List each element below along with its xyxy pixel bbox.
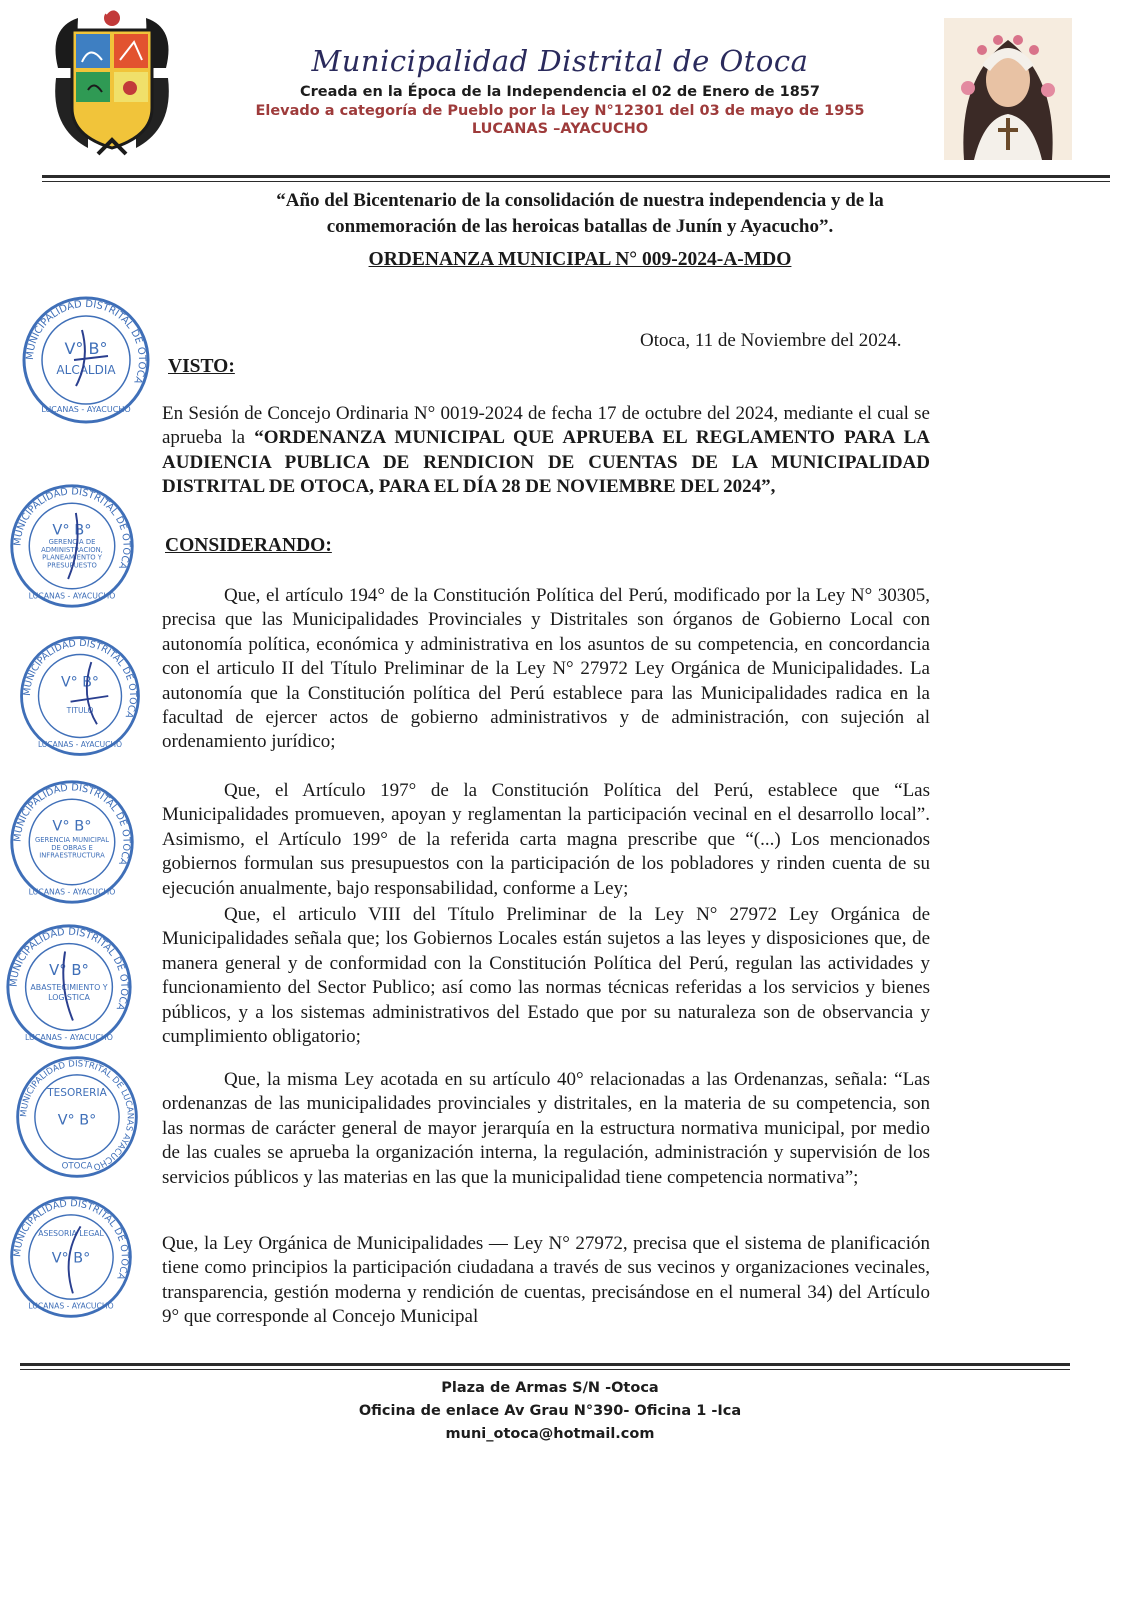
coat-of-arms-logo <box>48 8 176 160</box>
stamp-vb: V° B° <box>49 962 89 980</box>
stamp-vb: V° B° <box>52 817 92 835</box>
considerando-paragraph <box>162 779 930 901</box>
elevation-law: Elevado a categoría de Pueblo por la Ley N°12301 del 03 de mayo de 1955 <box>255 103 865 119</box>
stamp-office: ABASTECIMIENTO Y LOGISTICA <box>30 983 108 1002</box>
year-motto <box>200 188 960 240</box>
stamp-ring-text: MUNICIPALIDAD DISTRITAL DE OTOCA <box>12 486 132 571</box>
footer-email: muni_otoca@hotmail.com <box>445 1426 655 1442</box>
footer-rule <box>20 1363 1070 1366</box>
municipality-name: Municipalidad Distrital de Otoca <box>311 44 809 78</box>
considerando-heading: CONSIDERANDO: <box>165 535 332 556</box>
stamp-gerencia-administracion <box>4 478 140 614</box>
stamp-asesoria-legal <box>4 1190 138 1324</box>
considerando-paragraph <box>162 903 930 1049</box>
stamp-place: LUCANAS - AYACUCHO <box>28 1301 114 1311</box>
stamp-vb: V° B° <box>64 339 108 358</box>
stamp-place: LUCANAS - AYACUCHO <box>25 1033 113 1043</box>
header-rule-thin <box>42 181 1110 182</box>
footer <box>230 1377 870 1446</box>
svg-text:MUNICIPALIDAD DISTRITAL DE OTO <box>12 1198 130 1281</box>
paragraph-text: Que, el articulo VIII del Título Preliminar de la Ley N° 27972 Ley Orgánica de Municipalidades señala que; los Gobiernos Locales están sujetos a las leyes y disposiciones que, de manera general y de conformidad con la Constitución Política del Perú, regulan las actividades y funcionamiento del Sector Publico; así como las normas técnicas referidas a los servicios y bienes públicos, y a los sistemas administrativos del Estado que por su naturaleza son de observancia y cumplimiento obligatorio; <box>162 904 930 1048</box>
stamp-ring-text: MUNICIPALIDAD DISTRITAL DE OTOCA <box>8 926 130 1012</box>
footer-rule-thin <box>20 1369 1070 1370</box>
stamp-place: LUCANAS - AYACUCHO <box>28 591 116 601</box>
stamp-place: OTOCA <box>61 1161 93 1172</box>
ordinance-title: ORDENANZA MUNICIPAL N° 009-2024-A-MDO <box>368 249 792 270</box>
visto-ordinance-name: “ORDENANZA MUNICIPAL QUE APRUEBA EL REGLAMENTO PARA LA AUDIENCIA PUBLICA DE RENDICION DE CUENTAS DE LA MUNICIPALIDAD DISTRITAL DE OTOCA, PARA EL DÍA 28 DE NOVIEMBRE DEL 2024”, <box>162 427 931 498</box>
stamp-office: TESORERIA <box>47 1086 107 1099</box>
footer-office: Oficina de enlace Av Grau N°390- Oficina 1 -Ica <box>358 1403 742 1419</box>
paragraph-text: Que, la Ley Orgánica de Municipalidades — Ley N° 27972, precisa que el sistema de planificación tiene como principios la participación ciudadana a través de sus vecinos y organizaciones vecinales, transparencia, gestión moderna y rendición de cuentas, precisándose en el numeral 34) del Artículo 9° que corresponde al Concejo Municipal <box>162 1233 930 1328</box>
stamp-office: TITULO <box>66 705 94 715</box>
paragraph-text: Que, el artículo 194° de la Constitución Política del Perú, modificado por la Ley N° 30305, precisa que las Municipalidades Provinciales y Distritales son órganos de Gobierno Local con autonomía política, económica y administrativa en los asuntos de su competencia, en concordancia con el articulo II del Título Preliminar de la Ley N° 27972 Ley Orgánica de Municipalidades. La autonomía que la Constitución política del Perú establece para las Municipalidades radica en la facultad de ejercer actos de gobierno administrativos y de administración, con sujeción al ordenamiento jurídico; <box>162 585 930 753</box>
stamp-vb: V° B° <box>51 1250 91 1267</box>
stamp-abastecimiento <box>0 918 138 1056</box>
stamp-office: GERENCIA MUNICIPAL DE OBRAS E INFRAESTRUCTURA <box>34 836 110 860</box>
footer-address: Plaza de Armas S/N -Otoca <box>441 1380 659 1396</box>
header-rule <box>42 175 1110 178</box>
stamp-tesoreria <box>10 1050 144 1184</box>
considerando-paragraph <box>162 584 930 755</box>
paragraph-text: Que, el Artículo 197° de la Constitución Política del Perú, establece que “Las Municipalidades promueven, apoyan y reglamentan la participación vecinal en el desarrollo local”. Asimismo, el Artículo 199° de la referida carta magna prescribe que “(...) Los mencionados gobiernos formulan sus presupuestos con la participación de los pobladores y rinden cuenta de su ejecución anualmente, bajo responsabilidad, conforme a Ley; <box>162 780 930 899</box>
stamp-vb: V° B° <box>57 1112 97 1129</box>
stamp-office: ALCALDIA <box>56 363 116 377</box>
visto-text: En Sesión de Concejo Ordinaria N° 0019-2024 de fecha 17 de octubre del 2024, mediante el cual se aprueba la <box>162 403 930 449</box>
visto-paragraph <box>162 402 930 500</box>
stamp-titulo <box>14 630 146 762</box>
stamp-ring-text: MUNICIPALIDAD DISTRITAL DE OTOCA <box>12 1198 130 1282</box>
stamp-place: LUCANAS - AYACUCHO <box>28 887 116 897</box>
stamp-vb: V° B° <box>52 521 92 539</box>
stamp-place: LUCANAS - AYACUCHO <box>37 739 123 749</box>
stamp-ring-text: MUNICIPALIDAD DISTRITAL DE OTOCA <box>21 637 139 720</box>
stamp-vb: V° B° <box>61 674 99 691</box>
stamp-ring-text: MUNICIPALIDAD DISTRITAL DE LUCANAS AYACUCHO <box>19 1059 135 1172</box>
paragraph-text: Que, la misma Ley acotada en su artículo 40° relacionadas a las Ordenanzas, señala: “Las ordenanzas de las municipalidades provinciales y distritales, en la materia de su competencia, son las normas de carácter general de mayor jerarquía en la estructura normativa municipal, por medio de las cuales se aprueba la organización interna, la regulación, administración y supervisión de los servicios públicos y las materias en las que la municipalidad tiene competencia normativa”; <box>162 1069 930 1188</box>
stamp-alcaldia <box>16 290 156 430</box>
stamp-ring-text: MUNICIPALIDAD DISTRITAL DE OTOCA <box>12 782 132 867</box>
stamp-office: ASESORIA LEGAL <box>38 1228 104 1238</box>
creation-date: Creada en la Época de la Independencia el 02 de Enero de 1857 <box>300 84 820 100</box>
saint-portrait-image <box>944 18 1072 160</box>
stamp-ring-text: MUNICIPALIDAD DISTRITAL DE OTOCA <box>24 298 148 386</box>
year-motto-line-1: “Año del Bicentenario de la consolidación de nuestra independencia y de la <box>276 190 884 211</box>
considerando-paragraph <box>162 1232 930 1330</box>
document-date: Otoca, 11 de Noviembre del 2024. <box>640 330 902 351</box>
year-motto-line-2: conmemoración de las heroicas batallas de Junín y Ayacucho”. <box>326 216 834 237</box>
letterhead <box>180 44 940 137</box>
stamp-office: GERENCIA DE ADMINISTRACION, PLANEAMIENTO Y PRESUPUESTO <box>41 538 103 570</box>
considerando-paragraph <box>162 1068 930 1190</box>
approval-stamps <box>0 290 165 1350</box>
stamp-place: LUCANAS - AYACUCHO <box>41 405 131 414</box>
location: LUCANAS –AYACUCHO <box>471 121 649 137</box>
stamp-gerencia-obras <box>4 774 140 910</box>
visto-heading: VISTO: <box>168 356 235 377</box>
